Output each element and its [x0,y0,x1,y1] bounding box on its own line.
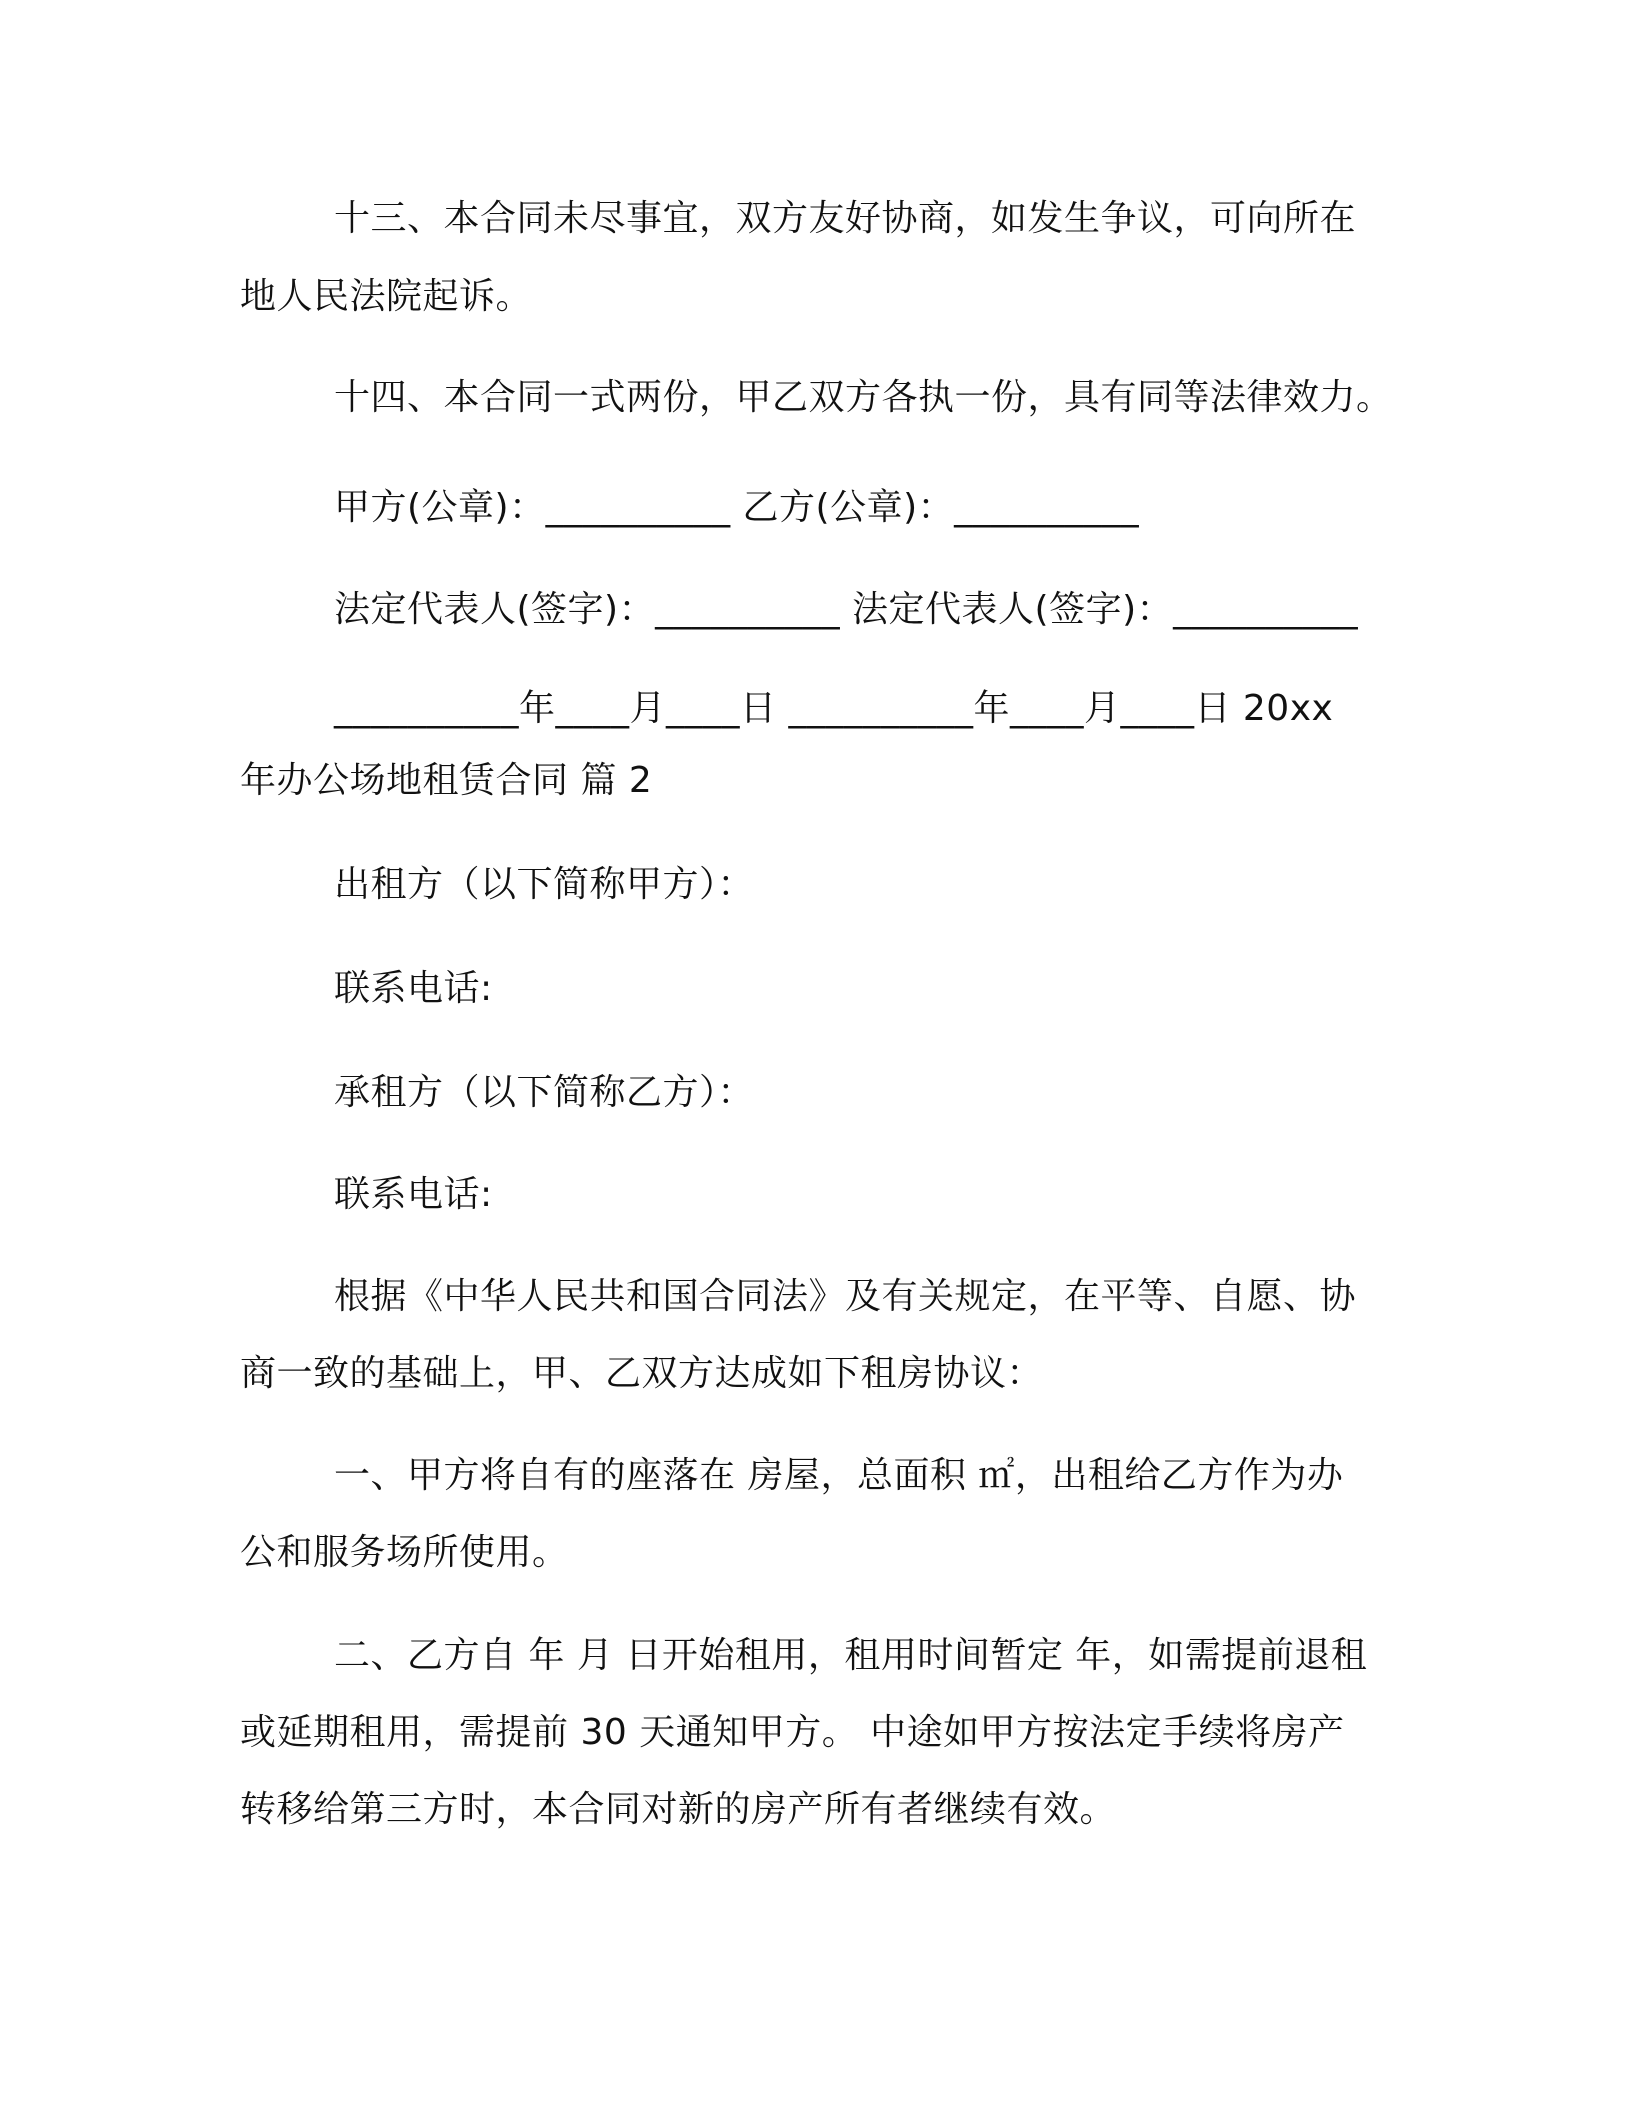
clause-13-line-1: 十三、本合同未尽事宜，双方友好协商，如发生争议，可向所在 [334,198,1357,239]
clause-2-line-2: 或延期租用，需提前 30 天通知甲方。 中途如甲方按法定手续将房产 [240,1712,1345,1753]
lessor-label: 出租方（以下简称甲方）： [334,864,755,905]
clause-13-line-2: 地人民法院起诉。 [240,276,533,317]
agreement-intro-line-2: 商一致的基础上，甲、乙双方达成如下租房协议： [240,1353,1044,1394]
contract-section-title: 年办公场地租赁合同 篇 2 [240,760,653,801]
clause-2-line-3: 转移给第三方时，本合同对新的房产所有者继续有效。 [240,1789,1117,1830]
lessor-phone-label: 联系电话: [334,968,493,1009]
agreement-intro-line-1: 根据《中华人民共和国合同法》及有关规定，在平等、自愿、协 [334,1276,1357,1317]
date-line: __________年____月____日 __________年____月____日 20xx [334,688,1334,729]
clause-2-line-1: 二、乙方自 年 月 日开始租用，租用时间暂定 年，如需提前退租 [334,1635,1368,1676]
clause-1-line-2: 公和服务场所使用。 [240,1532,569,1573]
clause-14: 十四、本合同一式两份，甲乙双方各执一份，具有同等法律效力。 [334,377,1393,418]
lessee-phone-label: 联系电话: [334,1174,493,1215]
clause-1-line-1: 一、甲方将自有的座落在 房屋，总面积 ㎡，出租给乙方作为办 [334,1455,1344,1496]
company-seal-line: 甲方(公章)：__________ 乙方(公章)：__________ [334,487,1140,528]
lessee-label: 承租方（以下简称乙方）： [334,1072,755,1113]
representative-signature-line: 法定代表人(签字)：__________ 法定代表人(签字)：__________ [334,589,1359,630]
